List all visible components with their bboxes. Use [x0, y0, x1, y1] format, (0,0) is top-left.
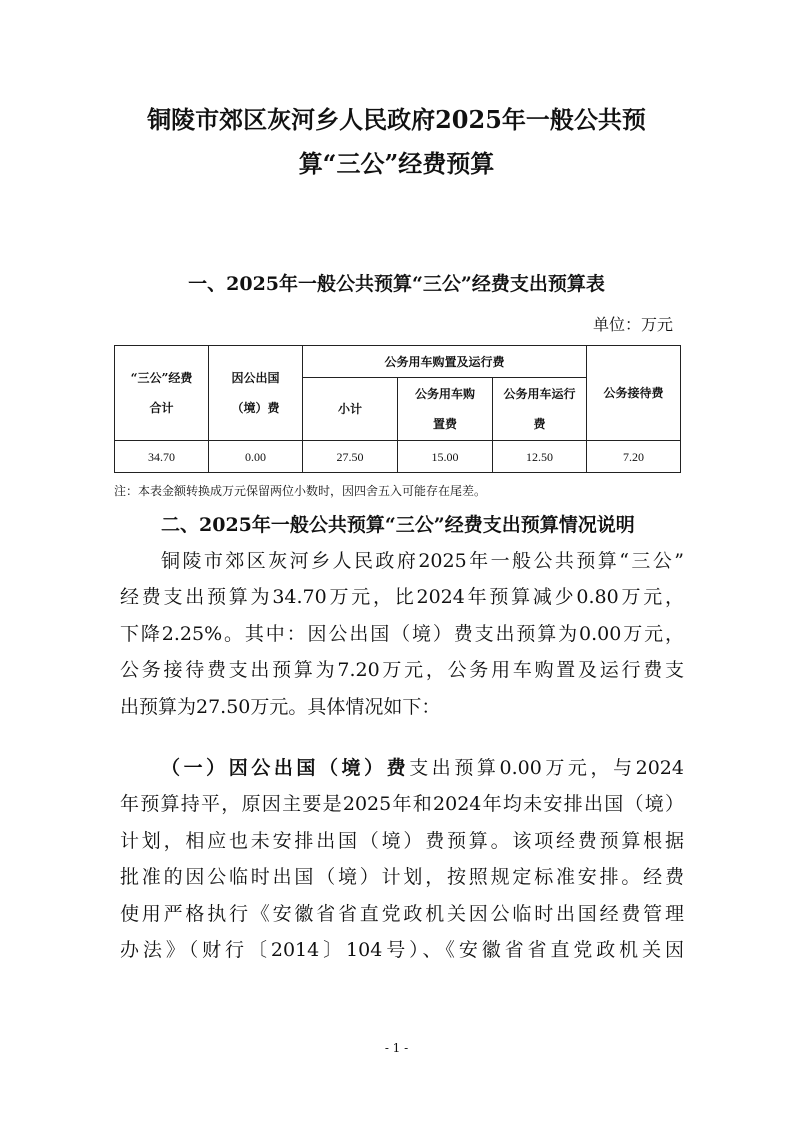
paragraph-1-line: 铜陵市郊区灰河乡人民政府2025年一般公共预算“三公”: [161, 550, 684, 572]
paragraph-1-line: 经费支出预算为34.70万元，比2024年预算减少0.80万元，: [120, 586, 684, 609]
header-purchase-line2: 置费: [432, 417, 457, 431]
header-abroad: [209, 346, 303, 441]
header-operation: [493, 378, 587, 441]
page-title: [100, 98, 693, 186]
paragraph-2-line: 批准的因公临时出国（境）计划，按照规定标准安排。经费: [120, 866, 684, 889]
cell-abroad: 0.00: [209, 441, 303, 473]
table-row: [115, 441, 681, 473]
cell-subtotal: 27.50: [303, 441, 398, 473]
paragraph-1: [120, 543, 684, 725]
paragraph-2-line: 计划，相应也未安排出国（境）费预算。该项经费预算根据: [120, 829, 684, 852]
paragraph-2-first-line: [120, 750, 684, 786]
paragraph-2-lead: （一）因公出国（境）费: [161, 757, 410, 779]
paragraph-2-line: 使用严格执行《安徽省省直党政机关因公临时出国经费管理: [120, 902, 684, 925]
cell-operation: 12.50: [493, 441, 587, 473]
section-2-heading: 二、2025年一般公共预算“三公”经费支出预算情况说明: [161, 514, 635, 536]
header-purchase-line1: 公务用车购: [414, 387, 475, 401]
paragraph-1-line: 下降2.25%。其中：因公出国（境）费支出预算为0.00万元，: [120, 622, 684, 645]
title-line-2: 算“三公”经费预算: [298, 149, 495, 178]
header-total-line2: 合计: [149, 401, 174, 415]
header-total: [115, 346, 209, 441]
table-note: 注：本表金额转换成万元保留两位小数时，因四舍五入可能存在尾差。: [114, 484, 487, 498]
paragraph-1-line: 出预算为27.50万元。具体情况如下：: [120, 695, 441, 718]
header-abroad-line1: 因公出国: [231, 371, 280, 385]
paragraph-2-line: 年预算持平，原因主要是2025年和2024年均未安排出国（境）: [120, 793, 684, 816]
budget-table: [114, 345, 681, 473]
title-line-1: 铜陵市郊区灰河乡人民政府2025年一般公共预: [147, 105, 646, 134]
header-operation-line1: 公务用车运行: [503, 387, 576, 401]
header-purchase: [398, 378, 493, 441]
paragraph-2: [120, 750, 684, 968]
cell-reception: 7.20: [587, 441, 681, 473]
header-vehicle-group: 公务用车购置及运行费: [303, 346, 587, 378]
table-header-row-1: [115, 346, 681, 378]
header-subtotal: 小计: [303, 378, 398, 441]
header-operation-line2: 费: [533, 417, 546, 431]
cell-purchase: 15.00: [398, 441, 493, 473]
paragraph-2-first-line-rest: 支出预算0.00万元，与2024: [409, 757, 684, 779]
section-1-heading: 一、2025年一般公共预算“三公”经费支出预算表: [188, 273, 605, 295]
cell-total: 34.70: [115, 441, 209, 473]
paragraph-2-line: 办法》（财行〔2014〕104号）、《安徽省省直党政机关因: [120, 939, 684, 962]
header-abroad-line2: （境）费: [231, 401, 280, 415]
paragraph-1-line: 公务接待费支出预算为7.20万元，公务用车购置及运行费支: [120, 659, 684, 682]
header-reception: 公务接待费: [587, 346, 681, 441]
page-number: - 1 -: [384, 1041, 409, 1055]
header-total-line1: “三公”经费: [130, 371, 193, 385]
unit-label: 单位：万元: [592, 315, 673, 334]
